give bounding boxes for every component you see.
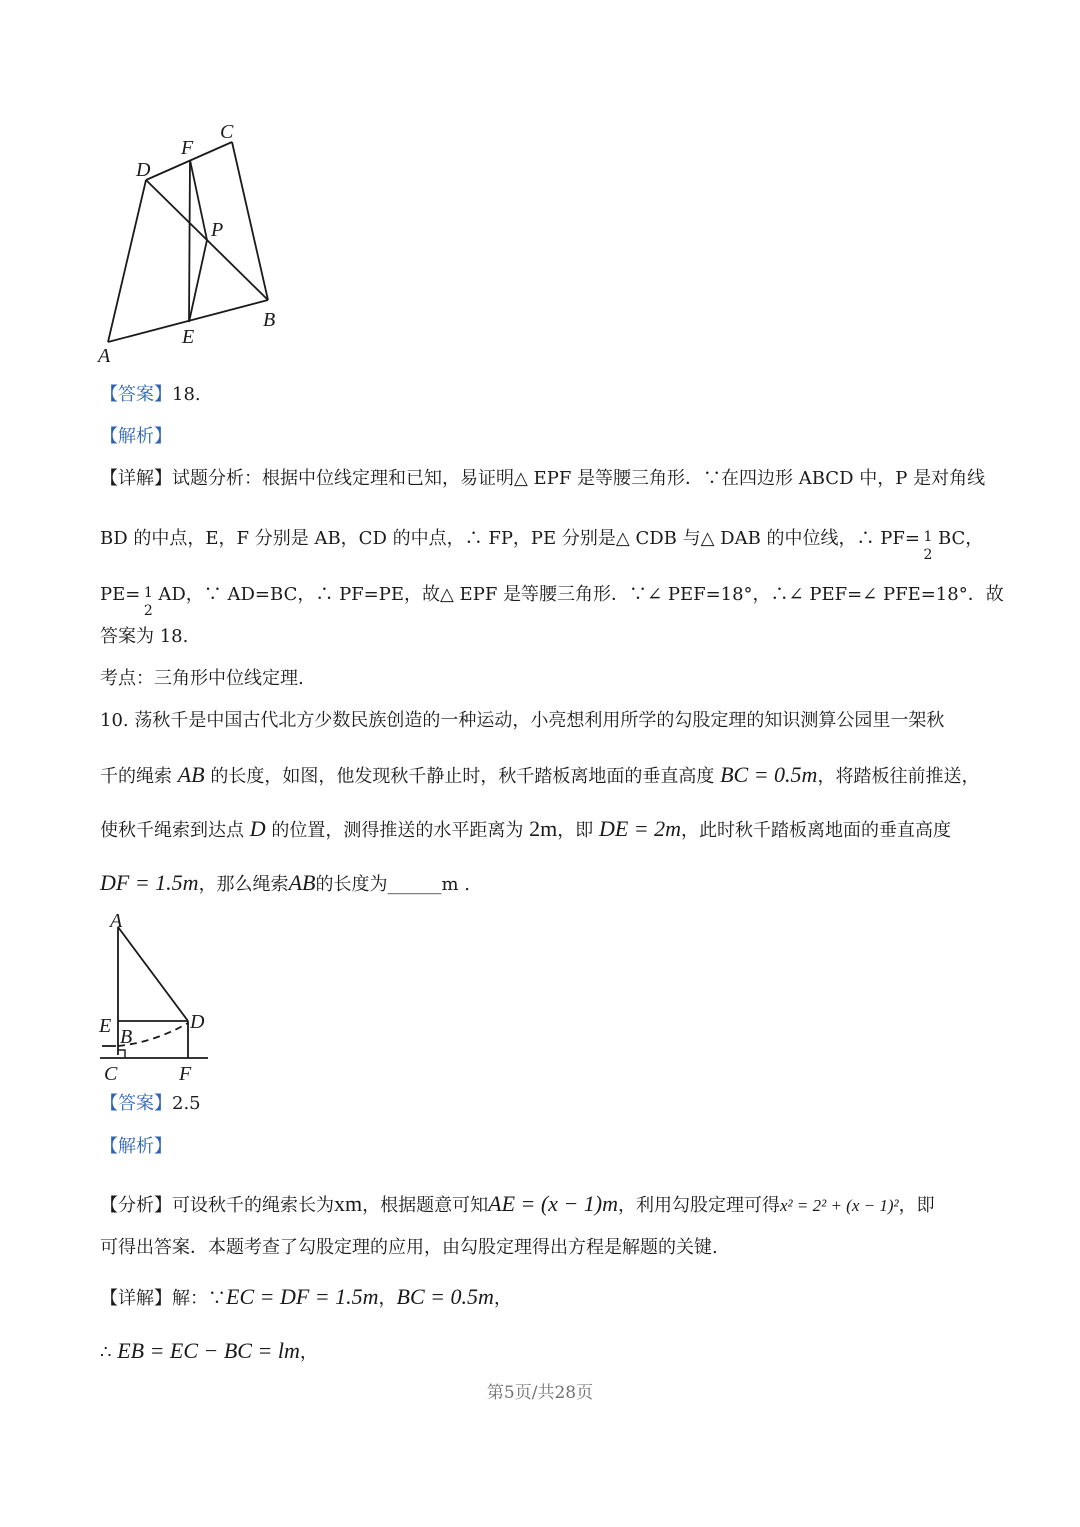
label-c: C [104, 1063, 118, 1085]
q10-text: ，那么绳索 [198, 874, 289, 895]
q9-answer-line [100, 382, 201, 408]
q9-kaodian: 考点：三角形中位线定理. [100, 668, 304, 689]
math-df: DF = 1.5m [100, 870, 199, 895]
fenxi-text: 可设秋千的绳索长为 [172, 1195, 334, 1216]
edge-ad [108, 180, 146, 342]
label-f: F [179, 1063, 192, 1085]
label-e: E [182, 326, 195, 348]
math-bc: BC = 0.5m [720, 762, 818, 787]
q10-text: ，将踏板往前推送， [817, 766, 980, 787]
answer-tag: 【答案】 [100, 1093, 172, 1114]
q10-text: 的位置，测得推送的水平距离为 [271, 820, 524, 841]
analysis-tag: 【解析】 [100, 1136, 172, 1157]
q10-detail-line1 [100, 1284, 512, 1312]
answer-blank: ______ [387, 874, 442, 895]
q10-answer-line [100, 1091, 201, 1117]
fenxi-text: ，根据题意可知 [362, 1195, 489, 1216]
edge-cb [232, 142, 268, 300]
detail-text: PE= [100, 584, 141, 605]
label-d: D [190, 1011, 205, 1033]
label-c: C [220, 121, 234, 143]
math-bc: BC = 0.5m [396, 1284, 494, 1309]
detail-tag: 【详解】 [100, 468, 172, 489]
math-ae: AE = (x − 1)m [488, 1191, 618, 1216]
detail-text: ， [299, 1342, 318, 1363]
q10-text: 的长度，如图，他发现秋千静止时，秋千踏板离地面的垂直高度 [210, 766, 715, 787]
q10-text: ，此时秋千踏板离地面的垂直高度 [681, 820, 952, 841]
label-d: D [136, 159, 151, 181]
segment-fe [189, 160, 190, 322]
q10-fenxi-line2: 可得出答案．本题考查了勾股定理的应用，由勾股定理得出方程是解题的关键. [100, 1237, 718, 1258]
fraction-numerator: 1 [923, 529, 933, 545]
math-eb: EB = EC − BC = lm [117, 1338, 300, 1363]
math-de: DE = 2m [598, 816, 682, 841]
detail-text: BD 的中点，E，F 分别是 AB，CD 的中点，∴ FP，PE 分别是△ CDB 与△ DAB 的中位线，∴ PF= [100, 528, 920, 549]
math-ab: AB [288, 870, 316, 895]
label-p: P [211, 219, 224, 241]
q9-detail-line2 [100, 526, 984, 563]
fenxi-tag: 【分析】 [100, 1195, 172, 1216]
q9-detail-line1 [100, 466, 985, 492]
q10-line1: 10. 荡秋千是中国古代北方少数民族创造的一种运动，小亮想利用所学的勾股定理的知识测算公园里一架秋 [100, 710, 945, 731]
answer-value: 2.5 [172, 1093, 201, 1114]
label-b: B [263, 309, 276, 331]
label-a: A [110, 910, 123, 932]
fraction-denominator: 2 [143, 603, 153, 619]
segment-fp [190, 160, 207, 240]
analysis-tag: 【解析】 [100, 426, 172, 447]
q10-text: m . [441, 874, 470, 895]
q10-line2 [100, 762, 979, 790]
detail-text: 试题分析：根据中位线定理和已知，易证明△ EPF 是等腰三角形．∵在四边形 ABCD 中，P 是对角线 [172, 468, 986, 489]
figure-quadrilateral [90, 110, 310, 370]
page-footer: 第5页/共28页 [486, 1383, 594, 1403]
q10-text: 千的绳索 [100, 766, 172, 787]
answer-tag: 【答案】 [100, 384, 172, 405]
q10-line3 [100, 816, 951, 844]
math-ab: AB [177, 762, 205, 787]
q10-line4 [100, 870, 470, 898]
detail-text: BC， [937, 528, 984, 549]
fraction-denominator: 2 [923, 547, 933, 563]
fenxi-text: ，即 [898, 1195, 935, 1216]
math-xm: xm [334, 1191, 363, 1216]
label-a: A [98, 345, 111, 367]
q10-text: ，即 [557, 820, 594, 841]
q9-detail-line3 [100, 582, 1004, 619]
figure-swing [90, 905, 220, 1085]
detail-text: ， [378, 1288, 397, 1309]
label-e: E [99, 1015, 112, 1037]
q10-text: 的长度为 [315, 874, 388, 895]
math-equation: x² = 2² + (x − 1)² [780, 1196, 899, 1215]
q10-detail-line2 [100, 1338, 318, 1366]
detail-text: 解：∵ [172, 1288, 226, 1309]
rope-ad [118, 927, 188, 1021]
answer-value: 18. [172, 384, 201, 405]
fenxi-text: ，利用勾股定理可得 [618, 1195, 780, 1216]
detail-text: ， [493, 1288, 512, 1309]
label-b: B [120, 1026, 133, 1048]
therefore-symbol: ∴ [100, 1342, 112, 1363]
q10-fenxi-line1 [100, 1191, 935, 1219]
fraction-numerator: 1 [143, 585, 153, 601]
math-d: D [249, 816, 266, 841]
q10-text: 使秋千绳索到达点 [100, 820, 244, 841]
q9-detail-line4: 答案为 18. [100, 626, 189, 647]
segment-pe [189, 240, 207, 322]
right-angle-mark [118, 1050, 125, 1058]
math-ec: EC = DF = 1.5m [226, 1284, 379, 1309]
label-f: F [181, 137, 194, 159]
detail-text: AD，∵ AD=BC，∴ PF=PE，故△ EPF 是等腰三角形．∵∠ PEF=18°，∴∠ PEF=∠ PFE=18°．故 [158, 584, 1004, 605]
math-2m: 2m [529, 816, 558, 841]
detail-tag: 【详解】 [100, 1288, 172, 1309]
